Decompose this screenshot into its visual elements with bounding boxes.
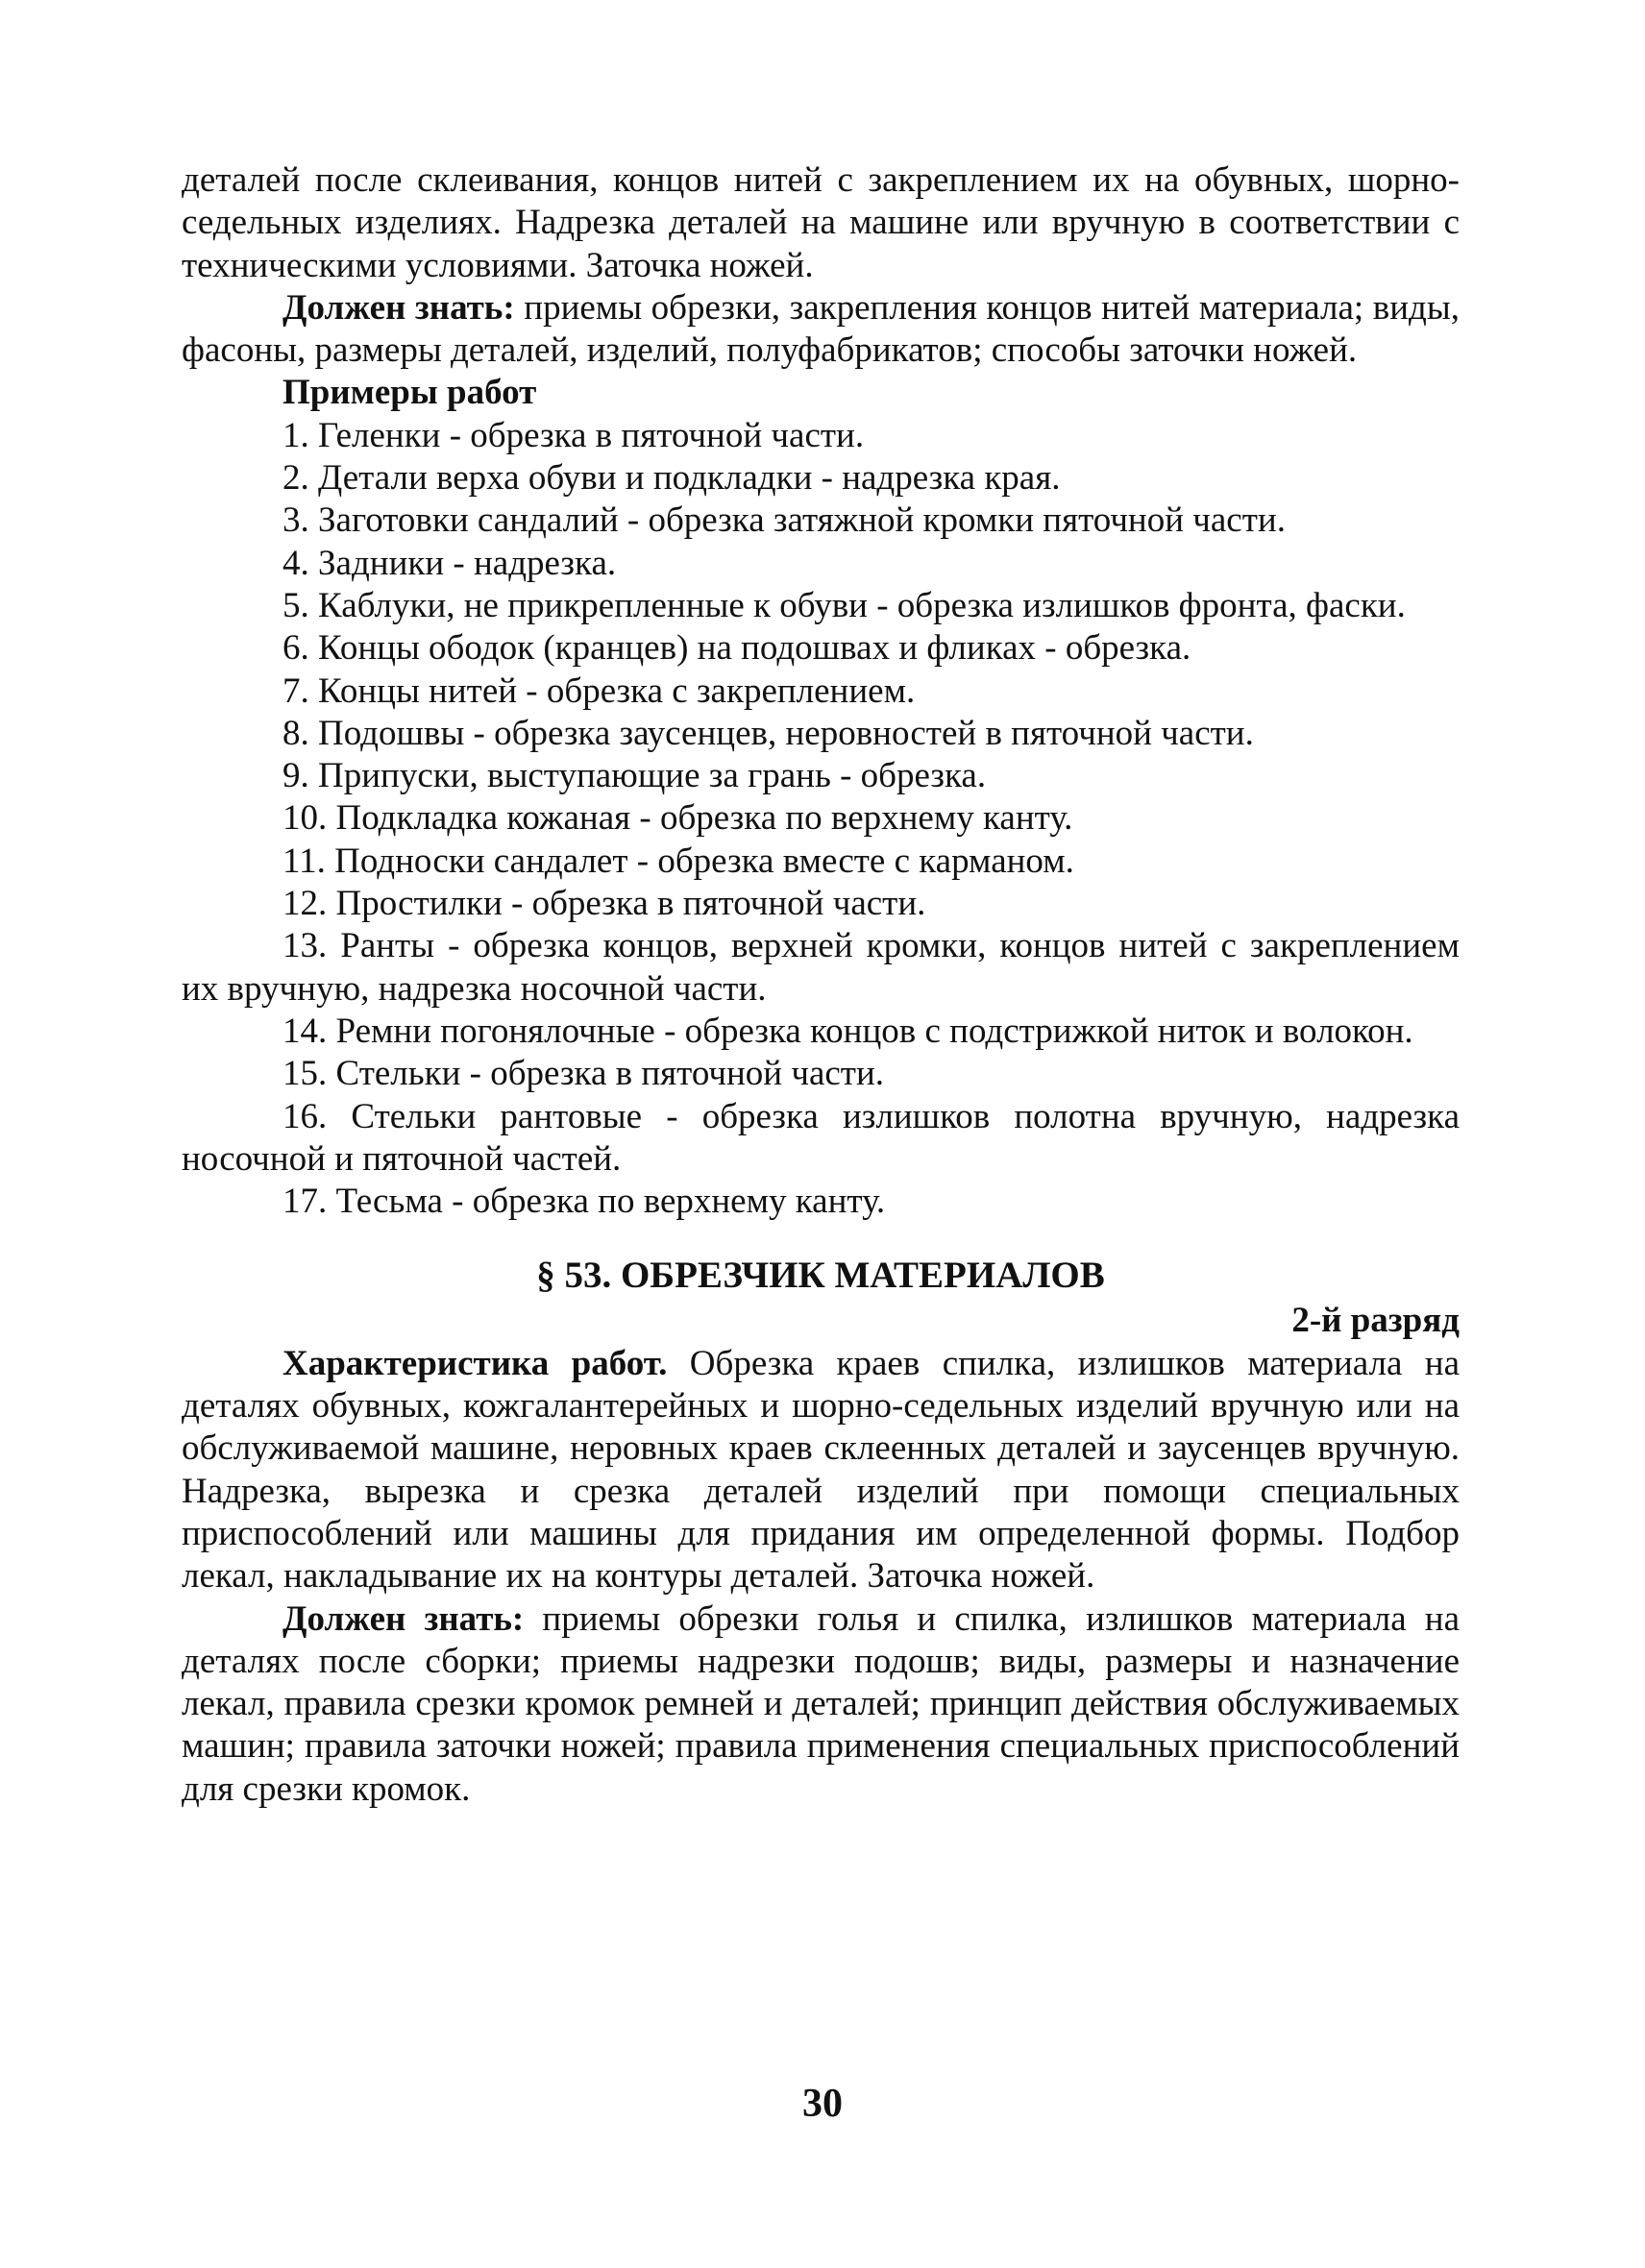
example-item: 12. Простилки - обрезка в пяточной части. bbox=[282, 884, 926, 924]
characteristics-paragraph bbox=[182, 1343, 1460, 1598]
section-must-know-paragraph bbox=[182, 1598, 1460, 1811]
must-know-paragraph bbox=[182, 287, 1460, 373]
example-item: 2. Детали верха обуви и подкладки - надрезка края. bbox=[282, 458, 1061, 499]
example-item: 9. Припуски, выступающие за грань - обрезка. bbox=[282, 756, 987, 796]
example-item: 16. Стельки рантовые - обрезка излишков полотна вручную, надрезка носочной и пяточной частей. bbox=[182, 1096, 1460, 1179]
example-item: 3. Заготовки сандалий - обрезка затяжной кромки пяточной части. bbox=[282, 500, 1286, 541]
grade-label: 2-й разряд bbox=[1291, 1301, 1460, 1341]
example-item: 8. Подошвы - обрезка заусенцев, неровностей в пяточной части. bbox=[282, 713, 1254, 753]
example-item: 5. Каблуки, не прикрепленные к обуви - обрезка излишков фронта, фаски. bbox=[282, 585, 1406, 625]
page-number: 30 bbox=[802, 2082, 843, 2126]
section-must-know-text: приемы обрезки голья и спилка, излишков материала на деталях после сборки; приемы надрезки подошв; виды, размеры и назначение лекал, правила срезки кромок ремней и деталей; принцип действия обслуживаемых машин; правила заточки ножей; правила применения специальных приспособлений для срезки кромок. bbox=[182, 1598, 1460, 1809]
must-know-text: приемы обрезки, закрепления концов нитей материала; виды, фасоны, размеры деталей, изделий, полуфабрикатов; способы заточки ножей. bbox=[182, 287, 1460, 371]
must-know-label: Должен знать: bbox=[282, 287, 515, 328]
characteristics-text: Обрезка краев спилка, излишков материала на деталях обувных, кожгалантерейных и шорно-седельных изделий вручную или на обслуживаемой машине, неровных краев склеенных деталей и заусенцев вручную. Надрезка, вырезка и срезка деталей изделий при помощи специальных приспособлений или машины для придания им определенной формы. Подбор лекал, накладывание их на контуры деталей. Заточка ножей. bbox=[182, 1343, 1460, 1597]
paragraph-continuation: деталей после склеивания, концов нитей с закреплением их на обувных, шорно-седельных изделиях. Надрезка деталей на машине или вручную в соответствии с техническими условиями. Заточка ножей. bbox=[182, 160, 1460, 285]
example-item: 1. Геленки - обрезка в пяточной части. bbox=[282, 415, 865, 455]
example-item: 15. Стельки - обрезка в пяточной части. bbox=[282, 1054, 885, 1094]
example-item: 14. Ремни погонялочные - обрезка концов с подстрижкой ниток и волокон. bbox=[282, 1011, 1413, 1051]
example-item: 17. Тесьма - обрезка по верхнему канту. bbox=[282, 1182, 886, 1222]
page-content bbox=[182, 159, 1460, 1811]
section-must-know-label: Должен знать: bbox=[282, 1598, 525, 1639]
examples-heading: Примеры работ bbox=[282, 373, 537, 413]
section-title: § 53. ОБРЕЗЧИК МАТЕРИАЛОВ bbox=[536, 1255, 1105, 1297]
example-item: 13. Ранты - обрезка концов, верхней кромки, концов нитей с закреплением их вручную, надрезка носочной части. bbox=[182, 926, 1460, 1009]
example-item: 6. Концы ободок (кранцев) на подошвах и фликах - обрезка. bbox=[282, 628, 1191, 669]
example-item: 10. Подкладка кожаная - обрезка по верхнему канту. bbox=[282, 798, 1073, 839]
example-item: 7. Концы нитей - обрезка с закреплением. bbox=[282, 671, 916, 711]
example-item: 11. Подноски сандалет - обрезка вместе с карманом. bbox=[282, 841, 1074, 881]
example-item: 4. Задники - надрезка. bbox=[282, 543, 617, 583]
characteristics-label: Характеристика работ. bbox=[282, 1343, 668, 1383]
